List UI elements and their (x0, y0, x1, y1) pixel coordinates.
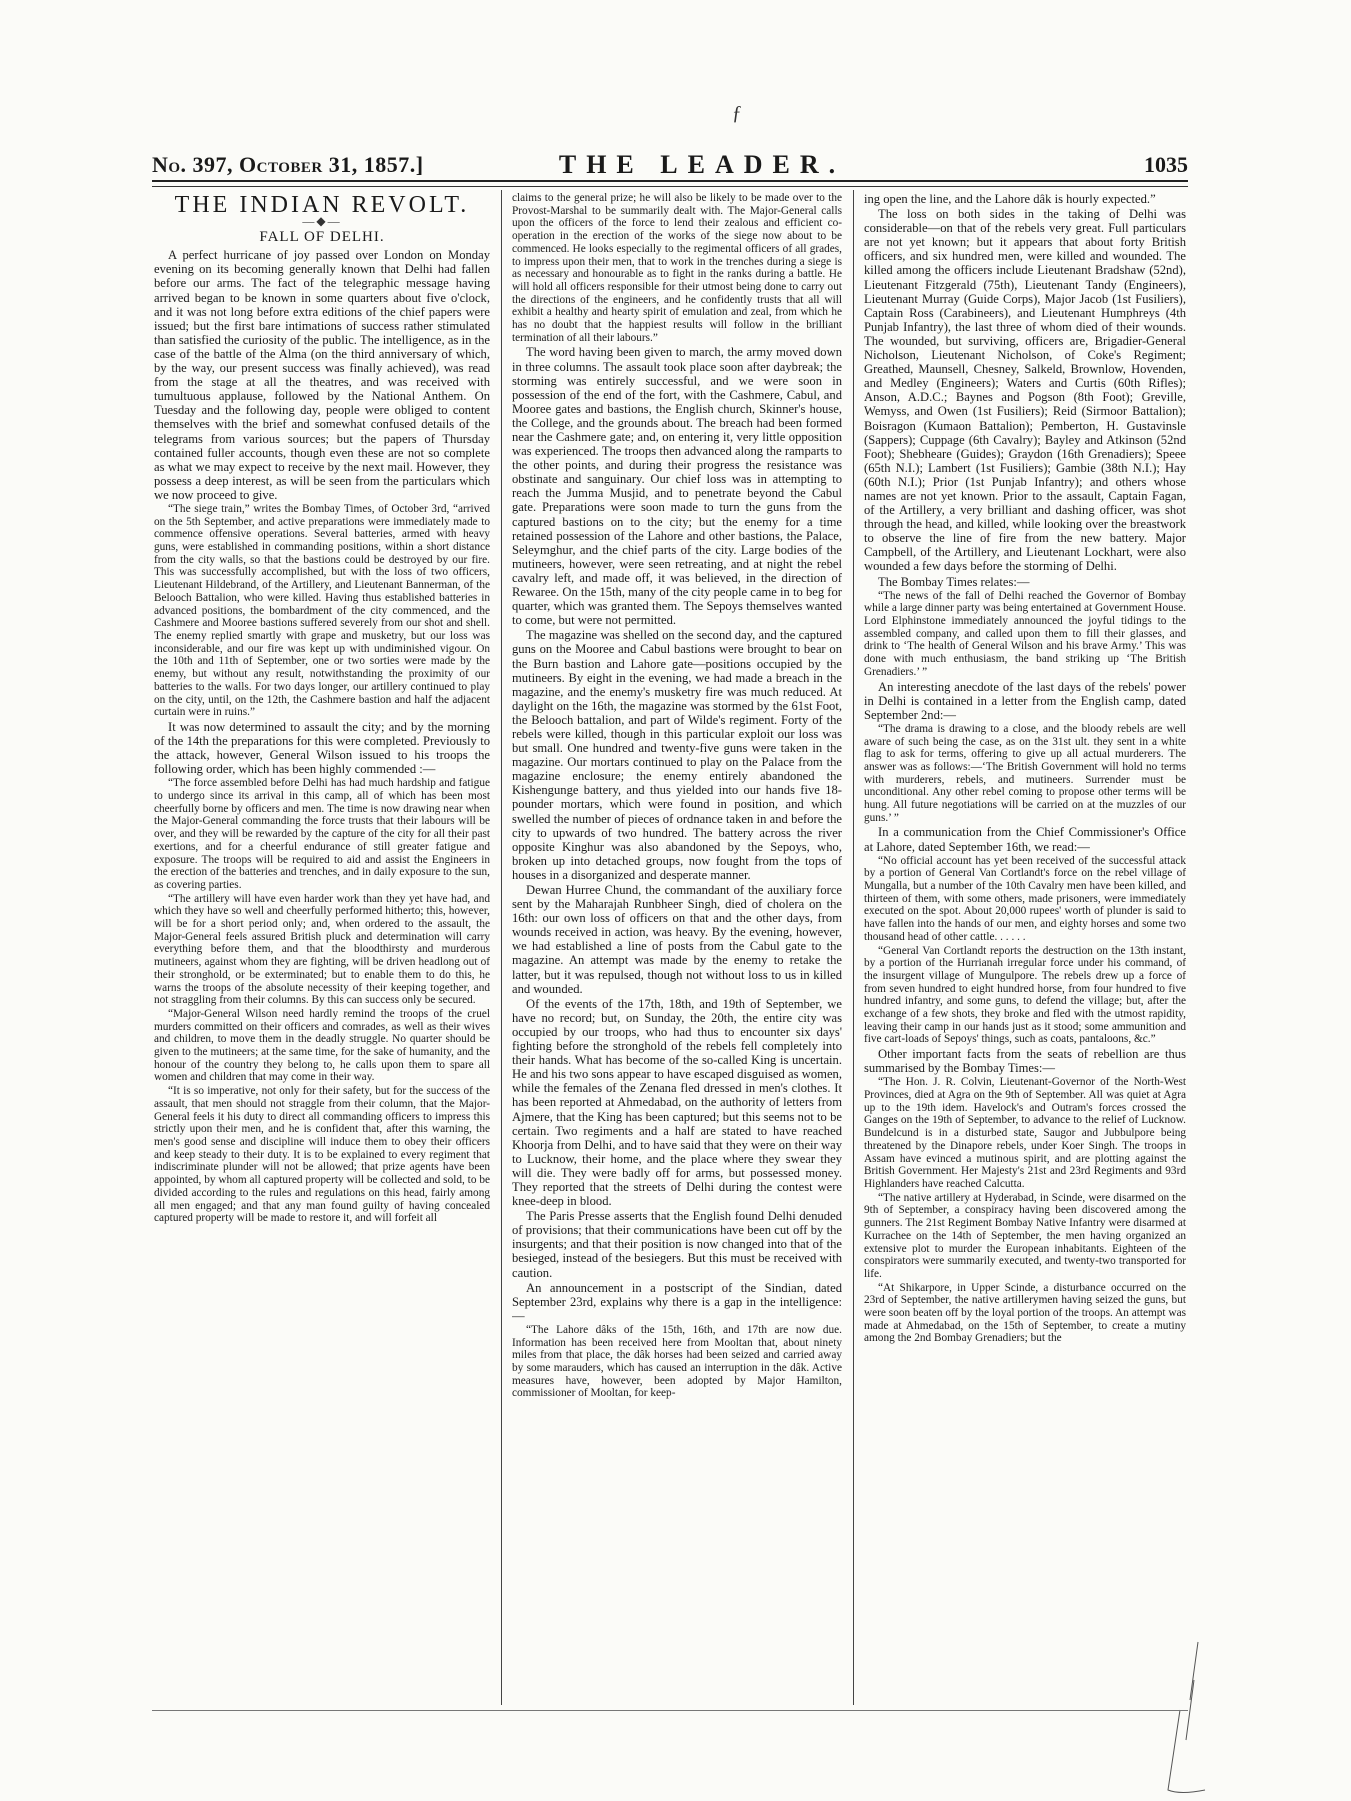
paragraph: The Paris Presse asserts that the English found Delhi denuded of provisions; that their communications have been cut off by the insurgents; and that their position is now changed into that of the besieged, instead of the besiegers. But this must be received with caution. (512, 1209, 842, 1280)
paragraph: An announcement in a postscript of the Sindian, dated September 23rd, explains why there is a gap in the intelligence:— (512, 1280, 842, 1323)
ornament-divider: —◆— (302, 214, 342, 229)
section-title: THE INDIAN REVOLT. (174, 192, 470, 218)
paragraph: In a communication from the Chief Commissioner's Office at Lahore, dated September 16th, we read:— (864, 825, 1186, 854)
stray-ink-mark: ƒ (732, 102, 742, 124)
paragraph: claims to the general prize; he will also be likely to be made over to the Provost-Marshal to be summarily dealt with. The Major-General calls upon the officers of the force to lend their zealous and efficient co-operation in the erection of the works of the siege now about to be commenced. He looks especially to the regimental officers of all grades, to impress upon their men, that to work in the trenches during a siege is as necessary and honourable as to fight in the ranks during a battle. He will hold all officers responsible for their utmost being done to carry out the directions of the engineers, and he confidently trusts that all will exhibit a healthy and hearty spirit of emulation and zeal, from which he has no doubt that the happiest results will follow in the brilliant termination of all their labours.” (512, 192, 842, 344)
paragraph: The word having been given to march, the army moved down in three columns. The assault took place soon after daybreak; the storming was entirely successful, and we were soon in possession of the end of the fort, with the Cashmere, Cabul, and Mooree gates and bastions, the English church, Skinner's house, the College, and the grounds about. The breach had been formed near the Cashmere gate; and, on entering it, very little opposition was experienced. The troops then advanced along the ramparts to the other points, and during their progress the resistance was obstinate and sanguinary. Our chief loss was in attempting to reach the Jumma Musjid, and to penetrate beyond the Cabul gate. Preparations were soon made to turn the guns from the captured bastions on to the city; but the enemy for a time retained possession of the Lahore and other bastions, the Palace, Seleymghur, and the chief parts of the city. Large bodies of the mutineers, however, were seen retreating, and at night the rebel cavalry left, and made off, it was believed, in the direction of Rewaree. On the 15th, many of the city people came in to beg for quarter, which was granted them. The Sepoys themselves wanted to come, but were not permitted. (512, 345, 842, 628)
header-rule (152, 186, 1188, 187)
pencil-scribble (1150, 1640, 1210, 1800)
column-rule (853, 190, 854, 1705)
paragraph: “The native artillery at Hyderabad, in Scinde, were disarmed on the 9th of September, a conspiracy having been discovered among the gunners. The 21st Regiment Bombay Native Infantry were disarmed at Kurrachee on the 14th of September, the men having organized an extensive plot to murder the European inhabitants. Eighteen of the conspirators were summarily executed, and twenty-two transported for life. (864, 1191, 1186, 1280)
paragraph: Of the events of the 17th, 18th, and 19th of September, we have no record; but, on Sunday, the 20th, the entire city was occupied by our troops, who had thus to encounter six days' fighting before the stronghold of the rebels fell completely into their hands. What has become of the so-called King is uncertain. He and his two sons appear to have escaped disguised as women, while the females of the Zenana fled dressed in men's clothes. It has been reported at Ahmedabad, on the authority of letters from Ajmere, that the King has been captured; but this seems not to be certain. Two regiments and a half are stated to have reached Khoorja from Delhi, and to have said that they were on their way to Lucknow, their home, and the place where they swear they will die. They were badly off for arms, but possessed money. They reported that the streets of Delhi during the contest were knee-deep in blood. (512, 996, 842, 1209)
paragraph: “The Lahore dâks of the 15th, 16th, and 17th are now due. Information has been received here from Mooltan that, about ninety miles from that place, the dâk horses had been seized and carried away by some marauders, which has caused an interruption in the dâk. Active measures have, however, been adopted by Major Hamilton, commissioner of Mooltan, for keep- (512, 1323, 842, 1400)
paragraph: “At Shikarpore, in Upper Scinde, a disturbance occurred on the 23rd of September, the native artillerymen having seized the guns, but were soon beaten off by the loyal portion of the troops. An attempt was made at Ahmedabad, on the 15th of September, to create a mutiny among the 2nd Bombay Grenadiers; but the (864, 1281, 1186, 1345)
paragraph: ing open the line, and the Lahore dâk is hourly expected.” (864, 192, 1156, 206)
paragraph: “It is so imperative, not only for their safety, but for the success of the assault, that men should not straggle from their column, that the Major-General feels it his duty to direct all commanding officers to impress this strictly upon their men, and he is confident that, after this warning, the men's good sense and discipline will induce them to obey their officers and keep steady to their duty. It is to be explained to every regiment that indiscriminate plunder will not be allowed; that prize agents have been appointed, by whom all captured property will be collected and sold, to be divided according to the rules and regulations on this head, fairly among all men engaged; and that any man found guilty of having concealed captured property will be made to restore it, and will forfeit all (154, 1085, 490, 1225)
article-subtitle: FALL OF DELHI. (259, 229, 385, 246)
column-2-body (512, 192, 842, 1400)
column-3 (864, 192, 1186, 1707)
paragraph: The magazine was shelled on the second day, and the captured guns on the Mooree and Cabul bastions were brought to bear on the Burn bastion and Lahore gate—positions occupied by the mutineers. By eight in the evening, we had made a breach in the magazine, and the enemy's musketry fire was much reduced. At daylight on the 16th, the magazine was stormed by the 61st Foot, the Belooch battalion, and part of Wilde's regiment. Forty of the rebels were killed, though in this particular exploit our loss was but small. One hundred and twenty-five guns were taken in the magazine. Our mortars continued to play on the Palace from the magazine enclosure; the enemy entirely abandoned the Kishengunge battery, and thus yielded into our hands five 18-pounder mortars, which were found in position, and which swelled the number of pieces of ordnance taken in and before the city to upwards of two hundred. The battery across the river opposite Kinghur was also abandoned by the Sepoys, who, broken up into detached groups, now fought from the tops of houses in a disorganized and desperate manner. (512, 628, 842, 882)
paragraph: Other important facts from the seats of rebellion are thus summarised by the Bombay Times:— (864, 1047, 1186, 1076)
paragraph: “The force assembled before Delhi has had much hardship and fatigue to undergo since its arrival in this camp, all of which has been most cheerfully borne by officers and men. The time is now drawing near when the Major-General commanding the force trusts that their labours will be over, and they will be rewarded by the capture of the city for all their past exertions, and for a cheerful endurance of still greater fatigue and exposure. The troops will be required to aid and assist the Engineers in the erection of the batteries and trenches, and in daily exposure to the sun, as covering parties. (154, 777, 490, 891)
paragraph: The loss on both sides in the taking of Delhi was considerable—on that of the rebels very great. Full particulars are not yet known; but it appears that about forty British officers, and six hundred men, were killed and wounded. The killed among the officers include Lieutenant Bradshaw (52nd), Lieutenant Fitzgerald (75th), Lieutenant Tandy (Engineers), Lieutenant Murray (Guide Corps), Major Jacob (1st Fusiliers), Captain Ross (Carabineers), and Lieutenant Humphreys (4th Punjab Infantry), the last three of whom died of their wounds. The wounded, but surviving, officers are, Brigadier-General Nicholson, Lieutenant Nicholson, of Coke's Regiment; Greathed, Maunsell, Chesney, Salkeld, Brownlow, Hovenden, and Medley (Engineers); Waters and Curtis (60th Rifles); Anson, A.D.C.; Baynes and Pogson (8th Foot); Greville, Wemyss, and Owen (1st Fusiliers); Reid (Sirmoor Battalion); Boisragon (Kumaon Battalion); Pemberton, H. Gustavinsle (Sappers); Cuppage (6th Cavalry); Bayley and Atkinson (52nd Foot); Shebheare (Guides); Graydon (16th Grenadiers); Speee (65th N.I.); Lambert (1st Fusiliers); Gambie (38th N.I.); Hay (60th N.I.); Prior (1st Punjab Infantry); and others whose names are not yet known. Prior to the assault, Captain Fagan, of the Artillery, a very brilliant and dashing officer, was shot through the head, and killed, while looking over the breastwork to observe the line of fire from the new battery. Major Campbell, of the Artillery, and Lieutenant Lockhart, were also wounded a few days before the storming of Delhi. (864, 207, 1186, 574)
column-3-body (864, 192, 1186, 1345)
paragraph: An interesting anecdote of the last days of the rebels' power in Delhi is contained in a letter from the English camp, dated September 2nd:— (864, 679, 1186, 722)
masthead (152, 150, 1188, 182)
column-rule (501, 190, 502, 1705)
column-1 (154, 192, 490, 1707)
paragraph: “The drama is drawing to a close, and the bloody rebels are well aware of such being the case, as on the 31st ult. they sent in a white flag to ask for terms, offering to give up all actual murderers. The answer was as follows:—‘The British Government will hold no terms with murderers, rebels, and mutineers. Surrender must be unconditional. Any other rebel coming to propose other terms will be hung. All future negotiations will be carried on at the muzzles of our guns.’ ” (864, 722, 1186, 824)
paragraph: “The siege train,” writes the Bombay Times, of October 3rd, “arrived on the 5th September, and active preparations were immediately made to commence offensive operations. Several batteries, armed with heavy guns, were established in commanding positions, within a short distance from the city walls, so that the bastions could be destroyed by our fire. This was successfully accomplished, but with the loss of two officers, Lieutenant Hildebrand, of the Artillery, and Lieutenant Bannerman, of the Belooch Battalion, who were killed. Having thus established batteries in advanced positions, the bombardment of the city commenced, and the Cashmere and Mooree bastions suffered severely from our shot and shell. The enemy replied smartly with grape and musketry, but our loss was inconsiderable, and our fire was kept up with undiminished vigour. On the 10th and 11th of September, one or two sorties were made by the enemy, but without any result, notwithstanding the proximity of our batteries to the walls. For two days longer, our artillery continued to play on the city, until, on the 12th, the Cashmere bastion and half the adjacent curtain were in ruins.” (154, 502, 490, 719)
paragraph: Dewan Hurree Chund, the commandant of the auxiliary force sent by the Maharajah Runbheer Singh, died of cholera on the 16th: our own loss of officers on that and the other days, from wounds received in action, was heavy. By the evening, however, we had established a line of posts from the Cabul gate to the magazine. An attempt was made by the enemy to retake the latter, but it was repulsed, though not without loss to us in killed and wounded. (512, 883, 842, 996)
column-2 (512, 192, 842, 1707)
paragraph: “The Hon. J. R. Colvin, Lieutenant-Governor of the North-West Provinces, died at Agra on the 9th of September. All was quiet at Agra up to the 19th idem. Havelock's and Outram's forces crossed the Ganges on the 19th of September, to advance to the relief of Lucknow. Bundelcund is in a disturbed state, Saugor and Jubbulpore being threatened by the Dinapore rebels, under Koer Singh. The troops in Assam have evinced a mutinous spirit, and are plotting against the British Government. Her Majesty's 21st and 23rd Regiments and 93rd Highlanders have reached Calcutta. (864, 1076, 1186, 1190)
paragraph: “General Van Cortlandt reports the destruction on the 13th instant, by a portion of the Hurrianah irregular force under his command, of the insurgent village of Mungulpore. The rebels drew up a force of from seven hundred to eight hundred horse, from four hundred to five hundred infantry, and some guns, to defend the village; but, after the exchange of a few shots, they broke and fled with the utmost rapidity, leaving their camp in our hands just as it stood; some ammunition and five cart-loads of Sepoys' things, such as coats, pantaloons, &c.” (864, 944, 1186, 1046)
column-1-body (154, 248, 490, 1225)
paragraph: The Bombay Times relates:— (878, 574, 1030, 589)
issue-date: No. 397, October 31, 1857.] (152, 152, 424, 177)
page-number: 1035 (1144, 152, 1188, 177)
paragraph: “No official account has yet been received of the successful attack by a portion of General Van Cortlandt's force on the rebel village of Mungalla, but a number of the 10th Cavalry men have been killed, and thirteen of them, with some others, made prisoners, were immediately executed on the spot. About 20,000 rupees' worth of plunder is said to have fallen into the hands of our men, and eighty horses and some two thousand head of other cattle. . . . . . (864, 854, 1186, 943)
paragraph: A perfect hurricane of joy passed over London on Monday evening on its becoming generally known that Delhi had fallen before our arms. The fact of the telegraphic message having arrived began to be known in some quarters about five o'clock, and it was not long before extra editions of the chief papers were issued; but the first bare intimations of success rather stimulated than satisfied the curiosity of the public. The intelligence, as in the case of the battle of the Alma (on the third anniversary of which, by the way, our present success was finally achieved), was read from the stage at all the theatres, and was received with tumultuous applause, followed by the National Anthem. On Tuesday and the following day, people were obliged to content themselves with the brief and somewhat confused details of the telegrams from various sources; but the papers of Thursday contained fuller accounts, though even these are not so complete as what we may expect to receive by the next mail. However, they possess a deep interest, as will be seen from the particulars which we now proceed to give. (154, 248, 490, 502)
paragraph: “The news of the fall of Delhi reached the Governor of Bombay while a large dinner party was being entertained at Government House. Lord Elphinstone immediately announced the joyful tidings to the assembled company, and called upon them to fill their glasses, and drink to ‘The health of General Wilson and his brave Army.’ This was done with much enthusiasm, the band striking up ‘The British Grenadiers.’ ” (864, 589, 1186, 678)
paragraph: “Major-General Wilson need hardly remind the troops of the cruel murders committed on their officers and comrades, as well as their wives and children, to move them in the deadly struggle. No quarter should be given to the mutineers; at the same time, for the sake of humanity, and the honour of the country they belong to, he calls upon them to spare all women and children that may come in their way. (154, 1007, 490, 1084)
newspaper-name: THE LEADER. (558, 150, 846, 179)
paragraph: It was now determined to assault the city; and by the morning of the 14th the preparations for this were completed. Previously to the attack, however, General Wilson issued to his troops the following order, which has been highly commended :— (154, 719, 490, 777)
paragraph: “The artillery will have even harder work than they yet have had, and which they have so well and cheerfully performed hitherto; this, however, will be for a short period only; and, when ordered to the assault, the Major-General feels assured British pluck and determination will carry everything before them, and that the bloodthirsty and murderous mutineers, against whom they are fighting, will be driven headlong out of their stronghold, or be exterminated; but to enable them to do this, he warns the troops of the absolute necessity of their keeping together, and not straggling from their columns. By this can success only be secured. (154, 892, 490, 1007)
page-bottom-edge (152, 1710, 1188, 1711)
